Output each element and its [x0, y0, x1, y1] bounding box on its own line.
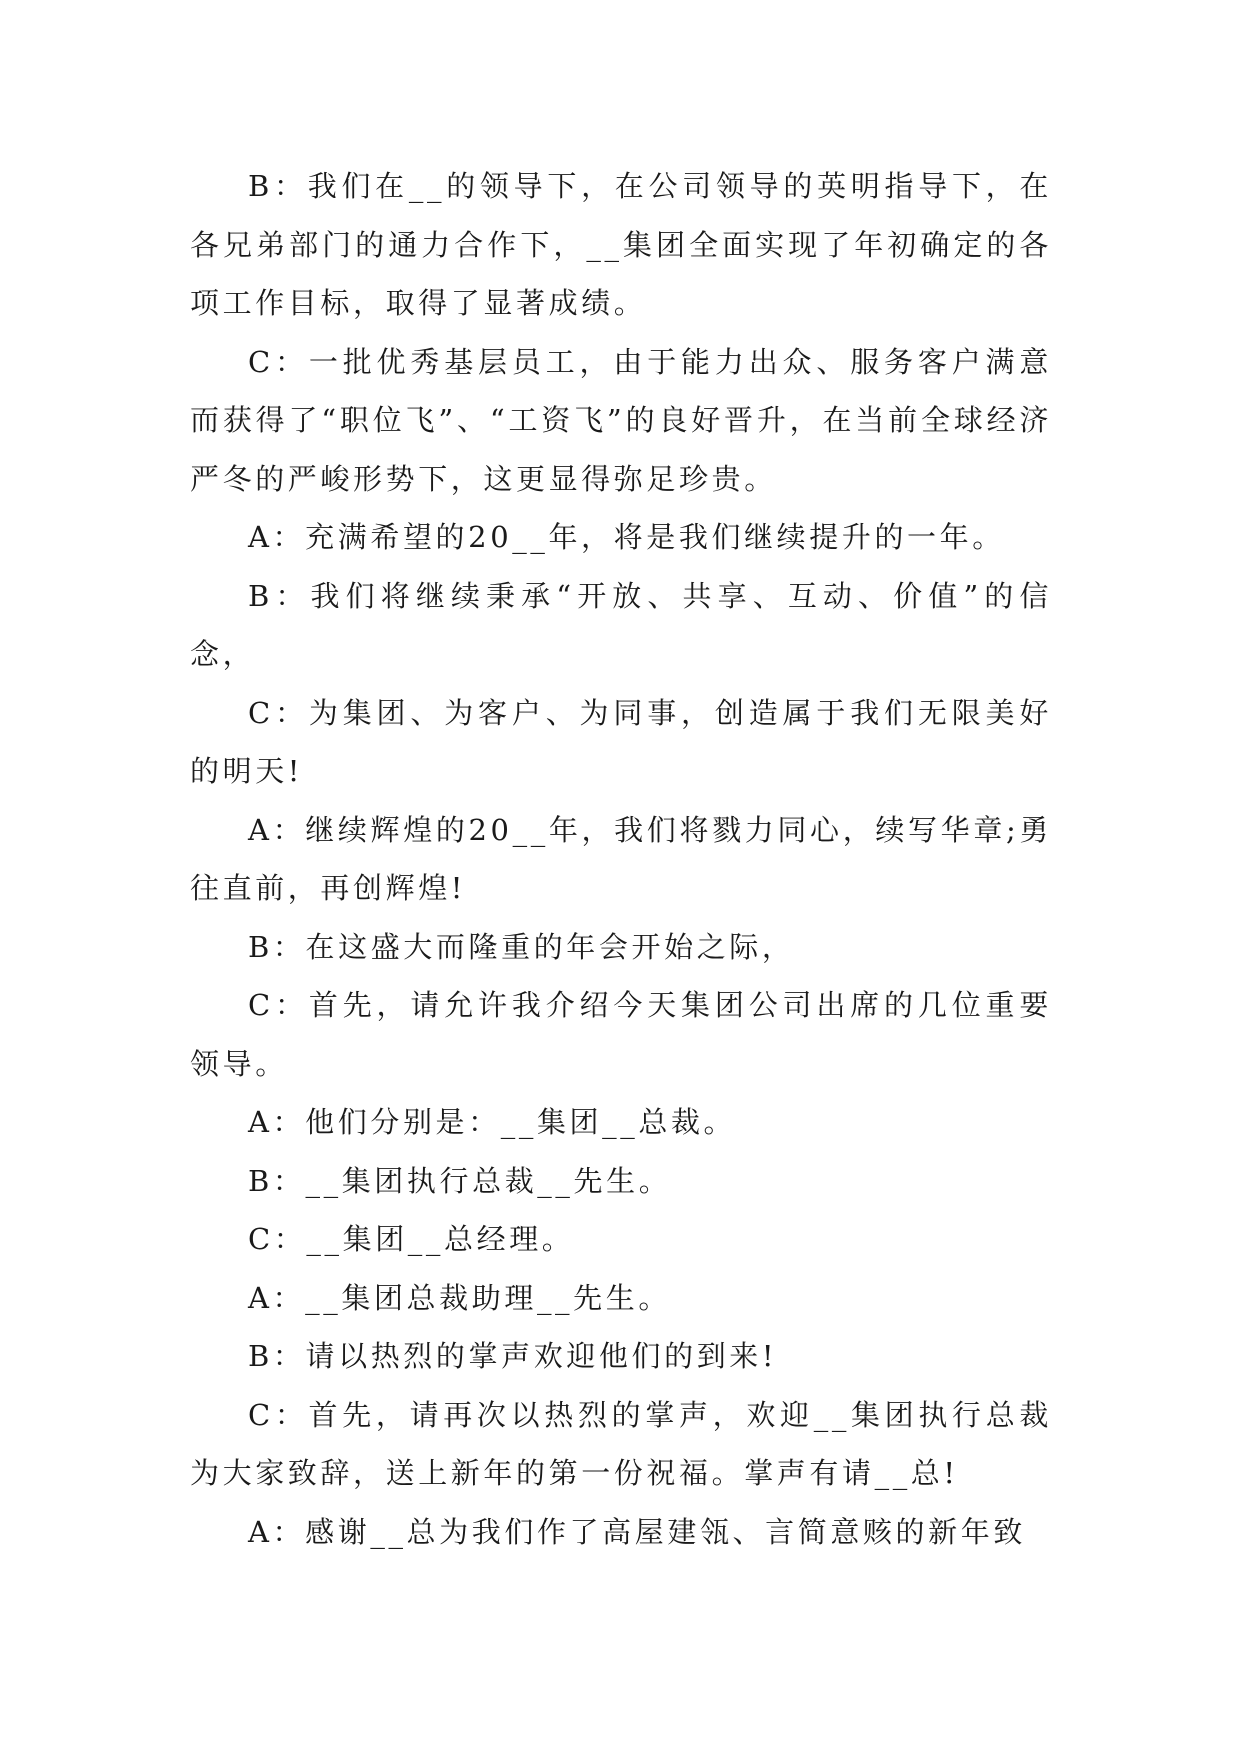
paragraph: A：__集团总裁助理__先生。 [248, 1280, 671, 1315]
paragraph: A：充满希望的20__年，将是我们继续提升的一年。 [248, 520, 1005, 554]
paragraph: C：一批优秀基层员工，由于能力出众、服务客户满意而获得了“职位飞”、“工资飞”的良好晋升，在当前全球经济严冬的严峻形势下，这更显得弥足珍贵。 [190, 344, 1052, 496]
paragraph: A：继续辉煌的20__年，我们将戮力同心，续写华章;勇往直前，再创辉煌! [190, 812, 1052, 905]
paragraph: B：请以热烈的掌声欢迎他们的到来! [248, 1339, 778, 1373]
paragraph: B：__集团执行总裁__先生。 [248, 1163, 672, 1198]
paragraph: C：首先，请允许我介绍今天集团公司出席的几位重要领导。 [190, 988, 1052, 1081]
paragraph: C：首先，请再次以热烈的掌声，欢迎__集团执行总裁为大家致辞，送上新年的第一份祝福。掌声有请__总! [190, 1397, 1052, 1490]
paragraph: C：为集团、为客户、为同事，创造属于我们无限美好的明天! [190, 695, 1052, 788]
paragraph: B：我们在__的领导下，在公司领导的英明指导下，在各兄弟部门的通力合作下，__集团全面实现了年初确定的各项工作目标，取得了显著成绩。 [190, 169, 1052, 320]
paragraph: C：__集团__总经理。 [248, 1222, 575, 1256]
document-body [190, 157, 1052, 1561]
paragraph: B：在这盛大而隆重的年会开始之际， [248, 929, 795, 964]
paragraph: B：我们将继续秉承“开放、共享、互动、价值”的信念， [190, 578, 1052, 671]
paragraph: A：他们分别是：__集团__总裁。 [248, 1105, 737, 1139]
paragraph: A：感谢__总为我们作了高屋建瓴、言简意赅的新年致 [248, 1514, 1026, 1549]
